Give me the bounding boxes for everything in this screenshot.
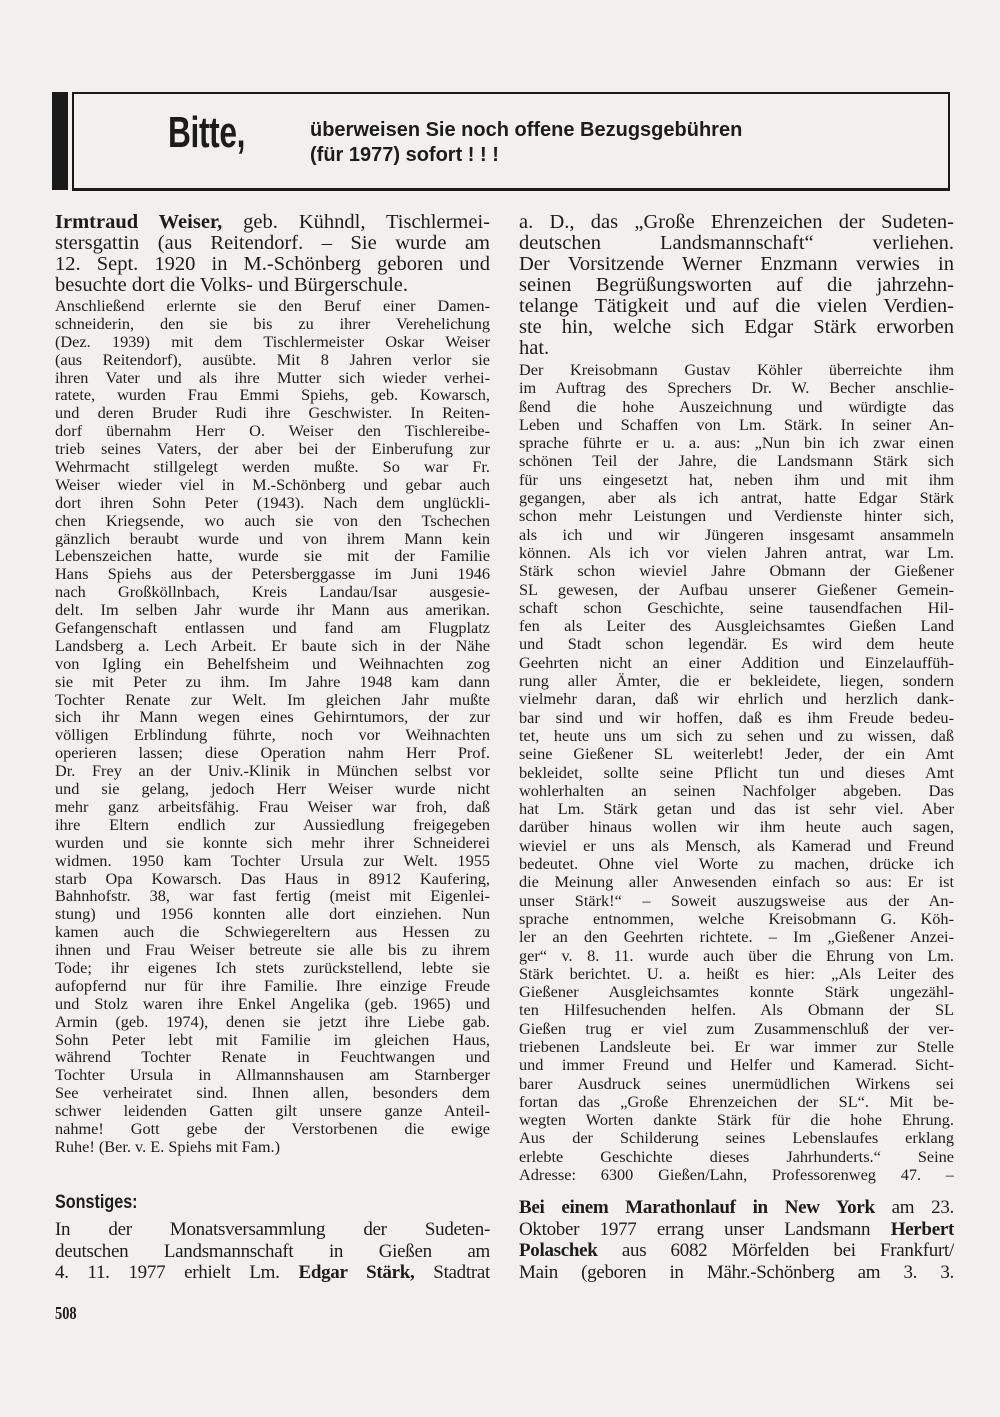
bold-name: Edgar Stärk, [298, 1262, 415, 1284]
text-line: Main (geboren in Mähr.-Schönberg am 3. 3. [519, 1262, 954, 1284]
text-segment: aus 6082 Mörfelden bei Frankfurt/ [597, 1240, 954, 1262]
text-line: Aus der Schilderung seines Lebenslaufes erklang [519, 1129, 954, 1148]
bold-name: Irmtraud Weiser, [55, 212, 223, 233]
text-line: Armin (geb. 1974), denen sie jetzt ihre Liebe gab. [55, 1012, 490, 1031]
notice-line: überweisen Sie noch offene Bezugsgebühren [310, 119, 743, 141]
text-line: nach Großköllnbach, Kreis Landau/Isar ausgesie- [55, 583, 490, 602]
text-line: stersgattin (aus Reitendorf. – Sie wurde am [55, 233, 490, 254]
text-line: starb Opa Kowarsch. Das Haus in 8912 Kaufering, [55, 869, 490, 888]
text-segment: Oktober 1977 errang unser Landsmann [519, 1218, 891, 1240]
left-intro [55, 212, 490, 296]
text-line: ler an den Geehrten richtete. – Im „Gießener Anzei- [519, 928, 954, 947]
text-line: SL gewesen, der Aufbau unserer Gießener Gemein- [519, 580, 954, 599]
left-section-text [55, 1219, 490, 1284]
text-line: schwer leidenden Gatten gilt unsere ganze Anteil- [55, 1102, 490, 1120]
text-line: sprache entnommen, welche Kreisobmann G. Köh- [519, 909, 954, 928]
section-heading: Sonstiges: [55, 1192, 138, 1213]
text-line: barer Ausdruck seines unermüdlichen Wirkens sei [519, 1074, 954, 1093]
text-line: rung aller Ämter, die er bekleidete, liegen, sondern [519, 672, 954, 691]
notice-frame [72, 92, 950, 191]
notice-bar [52, 92, 68, 190]
text-line: deutschen Landsmannschaft“ verliehen. [519, 233, 954, 254]
text-line: wurden und sie konnte sich mehr ihrer Schneiderei [55, 833, 490, 852]
text-line: ten Hilfesuchenden helfen. Als Obmann der SL [519, 1001, 954, 1020]
text-line: nahme! Gott gebe der Verstorbenen die ewige [55, 1119, 490, 1138]
text-line: hat. [519, 338, 550, 359]
text-line: Geehrten nicht an einer Addition und Einzelauffüh- [519, 653, 954, 672]
text-line: fen als Leiter des Ausgleichsamtes Gießen Land [519, 617, 954, 636]
text-line: und Stolz waren ihre Enkel Angelika (geb. 1965) und [55, 994, 490, 1013]
text-line: Bahnhofstr. 38, war fast fertig (meist mit Eigenlei- [55, 887, 490, 906]
text-line: telange Tätigkeit und auf die vielen Verdien- [519, 296, 954, 317]
text-line: Der Kreisobmann Gustav Köhler überreichte ihm [519, 361, 954, 379]
text-line: dort ihren Sohn Peter (1943). Nach dem unglückli- [55, 493, 490, 512]
bold-name: Bei einem Marathonlauf in New York [519, 1197, 875, 1218]
payment-notice-box [52, 92, 950, 190]
text-line: (Dez. 1939) mit dem Tischlermeister Oskar Weiser [55, 332, 490, 351]
marathon-paragraph [519, 1197, 954, 1284]
text-line: im Auftrag des Sprechers Dr. W. Becher anschlie- [519, 379, 954, 398]
text-line: Leben und Schaffen von Lm. Stärk. In seiner An- [519, 415, 954, 434]
text-line: kamen auch die Schwiegereltern aus Hessen zu [55, 923, 490, 942]
text-line: besuchte dort die Volks- und Bürgerschule. [55, 275, 409, 296]
text-line: ihnen und Frau Weiser betreute sie alle bis zu ihrem [55, 941, 490, 959]
text-line: ihre Eltern endlich zur Aussiedlung freigegeben [55, 815, 490, 834]
text-line: sprache führte er u. a. aus: „Nun bin ich zwar einen [519, 434, 954, 453]
text-line: unser Stärk!“ – Soweit auszugsweise aus der An- [519, 891, 954, 910]
text-line: seine Gießener SL weiterlebt! Jeder, der ein Amt [519, 745, 954, 764]
text-line: chen Kriegsende, wo auch sie von den Tschechen [55, 511, 490, 530]
text-line: schneiderin, den sie bis zu ihrer Verehelichung [55, 314, 490, 333]
text-line: (aus Reitendorf), ausübte. Mit 8 Jahren verlor sie [55, 350, 490, 369]
text-line: Stärk schon wieviel Jahre Obmann der Gießener [519, 562, 954, 581]
text-line: stung) und 1956 konnten alle dort einziehen. Nun [55, 905, 490, 924]
text-line: erlebte Geschichte dieses Jahrhunderts.“ Seine [519, 1147, 954, 1166]
text-line: ßend die hohe Auszeichnung und würdigte das [519, 397, 954, 416]
right-intro [519, 212, 954, 359]
text-line: See verheiratet sind. Ihnen allen, besonders dem [55, 1084, 490, 1103]
text-line: als ich und wir Jüngeren insgesamt ansammeln [519, 525, 954, 544]
text-line: hat Lm. Stärk getan und das ist sehr viel. Aber [519, 800, 954, 819]
text-line: schon mehr Leistungen und Verdienste hinter sich, [519, 507, 954, 526]
text-line: Adresse: 6300 Gießen/Lahn, Professorenweg 47. – [519, 1166, 954, 1185]
notice-text [310, 118, 742, 168]
text-line: für uns eingesetzt hat, neben ihm und mit ihm [519, 470, 954, 489]
text-line: ger“ v. 8. 11. wurde auch über die Ehrung von Lm. [519, 946, 954, 965]
text-line: tet, heute uns um sich zu sehen und zu wissen, daß [519, 726, 954, 745]
bold-name: Herbert [890, 1218, 954, 1240]
text-line: können. Als ich vor vielen Jahren antrat, war Lm. [519, 543, 954, 562]
text-line [55, 212, 490, 233]
text-line: trieb seines Vaters, der aber bei der Einberufung zur [55, 440, 490, 459]
text-line: Landsberg a. Lech Arbeit. Er baute sich in der Nähe [55, 636, 490, 655]
text-line: wohlerhalten an seinen Nachfolger abgeben. Das [519, 781, 954, 800]
text-line: vielmehr daran, daß wir ehrlich und herzlich dank- [519, 690, 954, 709]
text-line: wieviel er uns als Mensch, als Kamerad und Freund [519, 836, 954, 855]
text-segment: Stadtrat [414, 1262, 490, 1284]
text-line: Ruhe! (Ber. v. E. Spiehs mit Fam.) [55, 1137, 281, 1156]
text-line: schönen Teil der Jahre, die Landsmann Stärk sich [519, 452, 954, 471]
text-line: aufopfernd nur für ihre Familie. Ihre einzige Freude [55, 976, 490, 995]
text-line: und immer Freund und Helfer und Kamerad. Sicht- [519, 1056, 954, 1075]
text-line: sich ihr Mann wegen eines Gehirntumors, der zur [55, 708, 490, 727]
text-line: völligen Erblindung führte, noch vor Weihnachten [55, 726, 490, 745]
text-line: ratete, wurden Frau Emmi Spiehs, geb. Kowarsch, [55, 386, 490, 405]
text-line: fortan das „Große Ehrenzeichen der SL“. Mit be- [519, 1092, 954, 1111]
text-line: Gießener Ausgleichsamtes konnte Stärk ungezähl- [519, 983, 954, 1002]
text-segment: 4. 11. 1977 erhielt Lm. [55, 1262, 299, 1284]
text-line: Sohn Peter lebt mit Familie im gleichen Haus, [55, 1030, 490, 1049]
text-line: Hans Spiehs aus der Petersberggasse im Juni 1946 [55, 565, 490, 584]
text-line: bar sind und wir hoffen, daß es ihm Freude bedeu- [519, 708, 954, 727]
notice-line: (für 1977) sofort ! ! ! [310, 144, 499, 166]
text-line: 12. Sept. 1920 in M.-Schönberg geboren und [55, 254, 490, 275]
text-line: Lebenszeichen hatte, wurde sie mit der Familie [55, 547, 490, 566]
text-line: triebenen Landsleute bei. Er war immer zur Stelle [519, 1037, 954, 1056]
page-number: 508 [55, 1303, 77, 1323]
text-line: Tochter Renate zur Welt. Im gleichen Jahr mußte [55, 690, 490, 709]
text-line: bekleidet, sollte seine Pflicht tun und dieses Amt [519, 763, 954, 782]
text-line: sie mit Peter zu ihm. Im Jahre 1948 kam dann [55, 672, 490, 691]
text-line: dorf übernahm Herr O. Weiser den Tischlereibe- [55, 422, 490, 441]
text-line: und deren Bruder Rudi ihre Geschwister. In Reiten- [55, 404, 490, 423]
text-line [519, 1240, 954, 1262]
text-line [55, 1262, 490, 1284]
text-line: gänzlich beraubt wurde und von ihrem Mann kein [55, 529, 490, 548]
text-line: Stärk berichtet. U. a. heißt es hier: „Als Leiter des [519, 964, 954, 983]
text-line: In der Monatsversammlung der Sudeten- [55, 1219, 490, 1240]
text-line [519, 1219, 954, 1241]
text-line: delt. Im selben Jahr wurde ihr Mann aus amerikan. [55, 601, 490, 620]
left-body [55, 297, 490, 1156]
text-line: Gießen trug er viel zum Zusammenschluß der ver- [519, 1019, 954, 1038]
text-line: von Igling ein Behelfsheim und Weihnachten zog [55, 654, 490, 673]
text-line: seinen Begrüßungsworten auf die jahrzehn- [519, 275, 954, 296]
text-line: a. D., das „Große Ehrenzeichen der Sudeten- [519, 212, 954, 233]
text-line: deutschen Landsmannschaft in Gießen am [55, 1240, 490, 1262]
bold-name: Polaschek [519, 1240, 598, 1262]
text-line: Wehrmacht stillgelegt werden mußte. So war Fr. [55, 458, 490, 476]
text-line: schaft schon Geschichte, seine tausendfachen Hil- [519, 598, 954, 617]
text-line: bedeutet. Ohne viel Worte zu machen, drücke ich [519, 855, 954, 874]
text-line: Tode; ihr eigenes Ich stets zurückstellend, lebte sie [55, 958, 490, 977]
text-line [519, 1197, 954, 1219]
text-line: und Stadt schon legendär. Es wird dem heute [519, 635, 954, 654]
text-line: ste hin, welche sich Edgar Stärk erworben [519, 317, 954, 338]
text-line: wegten Worten dankte Stärk für die hohe Ehrung. [519, 1111, 954, 1130]
text-line: Gefangenschaft entlassen und fand am Flugplatz [55, 619, 490, 637]
text-line: die Meinung aller Anwesenden einfach so aus: Er ist [519, 873, 954, 892]
text-line: widmen. 1950 kam Tochter Ursula zur Welt. 1955 [55, 851, 490, 870]
text-line: Anschließend erlernte sie den Beruf einer Damen- [55, 297, 490, 315]
text-line: Dr. Frey an der Univ.-Klinik in München selbst vor [55, 762, 490, 781]
text-line: Weiser wieder viel in M.-Schönberg und gebar auch [55, 475, 490, 494]
text-line: darüber hinaus wollen wir ihm heute auch sagen, [519, 818, 954, 837]
text-line: Tochter Ursula in Allmannshausen am Starnberger [55, 1066, 490, 1085]
notice-heading: Bitte, [168, 108, 246, 157]
text-line: mehr ganz arbeitsfähig. Frau Weiser war froh, daß [55, 797, 490, 816]
text-line: während Tochter Renate in Feuchtwangen und [55, 1048, 490, 1067]
text-segment: am 23. [874, 1197, 954, 1218]
text-line: operieren lassen; diese Operation nahm Herr Prof. [55, 744, 490, 763]
text-line: gegangen, aber als ich antrat, hatte Edgar Stärk [519, 489, 954, 508]
text-segment: geb. Kühndl, Tischlermei- [222, 212, 490, 233]
right-body [519, 361, 954, 1184]
text-line: ihren Vater und als ihre Mutter sich wieder verhei- [55, 368, 490, 387]
text-line: und sie gelang, jedoch Herr Weiser wurde nicht [55, 780, 490, 798]
text-line: Der Vorsitzende Werner Enzmann verwies in [519, 254, 954, 275]
